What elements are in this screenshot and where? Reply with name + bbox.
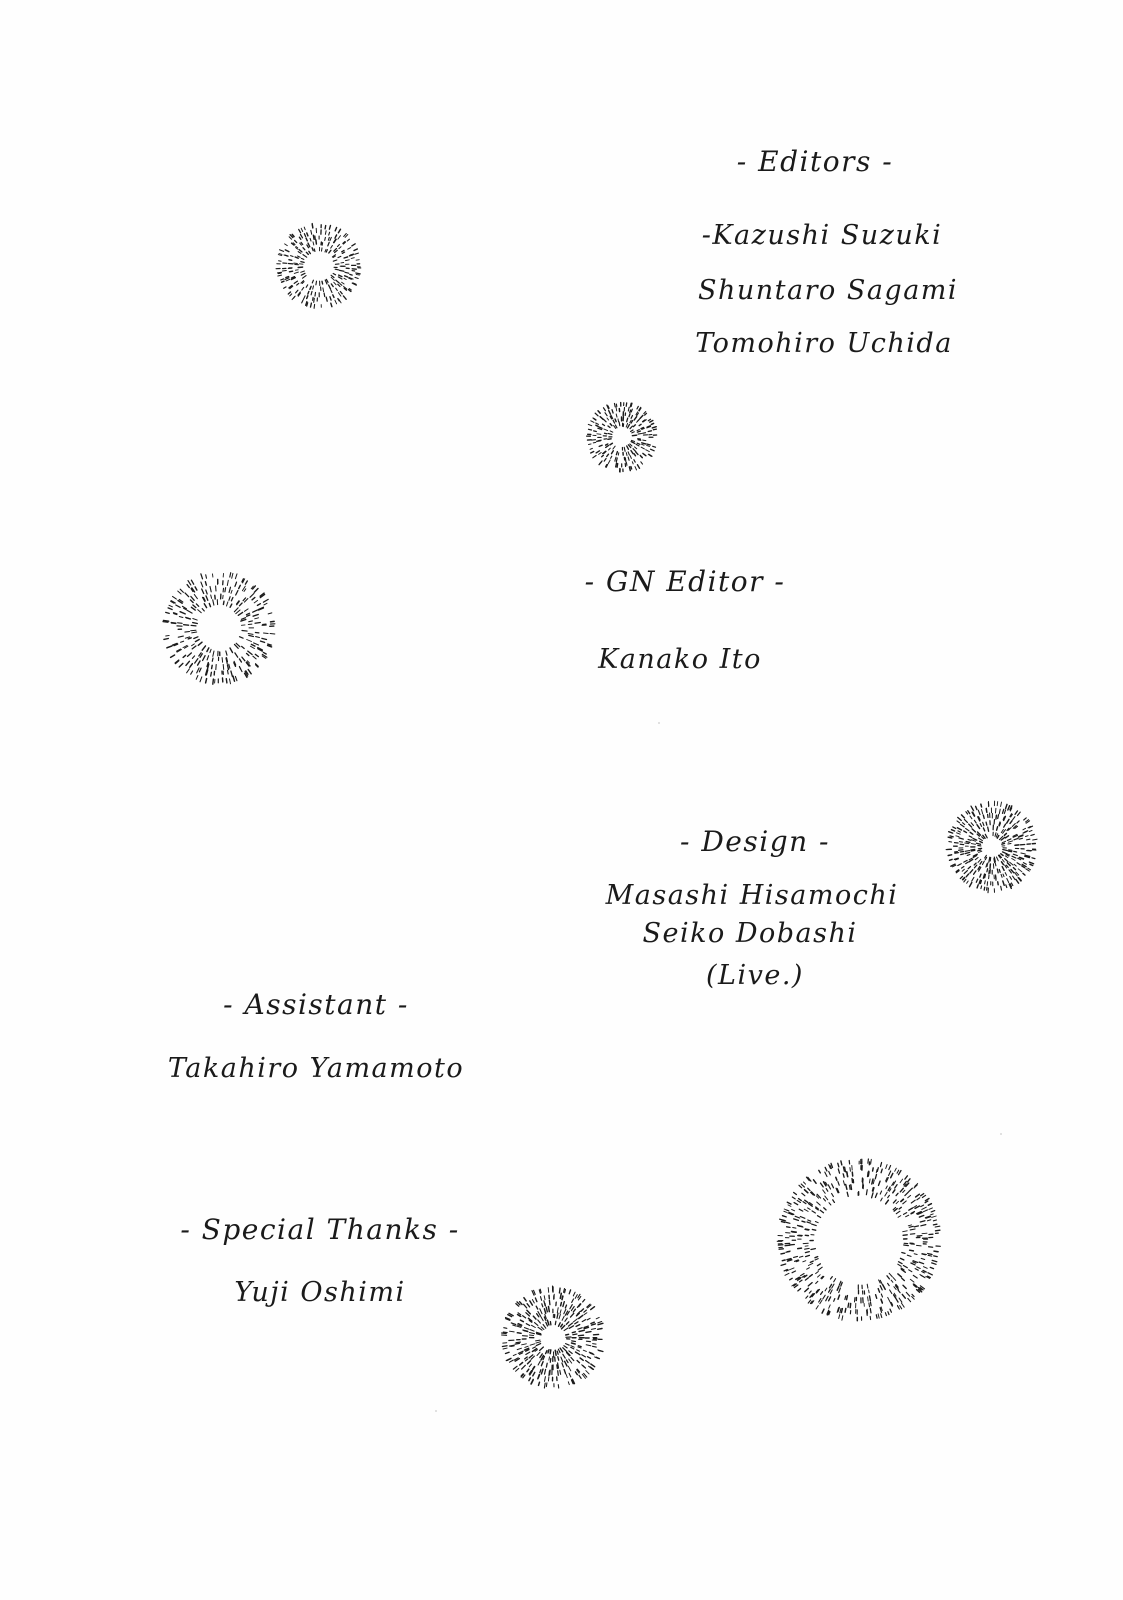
- burst-dash: [569, 1359, 572, 1363]
- burst-dash: [559, 1314, 560, 1318]
- burst-dash: [546, 1383, 547, 1387]
- burst-dash: [584, 1310, 587, 1312]
- burst-dash: [557, 1365, 558, 1369]
- burst-dash: [582, 1320, 586, 1322]
- burst-dash: [563, 1348, 567, 1352]
- burst-dash: [573, 1309, 575, 1312]
- burst-dash: [544, 1301, 545, 1306]
- burst-dash: [565, 1318, 567, 1321]
- burst-dash: [591, 1322, 594, 1323]
- burst-dash: [525, 1357, 528, 1359]
- burst-dash: [541, 1327, 544, 1330]
- burst-dash: [524, 1298, 526, 1301]
- burst-dash: [581, 1309, 584, 1311]
- assistant-heading: - Assistant -: [223, 988, 409, 1021]
- burst-dash: [572, 1332, 575, 1333]
- burst-dash: [541, 1362, 543, 1366]
- burst-dash: [536, 1340, 541, 1341]
- burst-dash: [535, 1323, 538, 1326]
- burst-dash: [533, 1316, 536, 1319]
- burst-dash: [586, 1361, 590, 1364]
- gn-editor-name: Kanako Ito: [598, 644, 762, 675]
- burst-dash: [562, 1316, 564, 1320]
- burst-dash: [526, 1324, 529, 1326]
- burst-dash: [598, 1322, 602, 1323]
- burst-dash: [555, 1350, 556, 1355]
- burst-dash: [544, 1296, 545, 1300]
- burst-dash: [547, 1320, 549, 1325]
- burst-dash: [562, 1296, 563, 1300]
- burst-dash: [537, 1352, 540, 1355]
- burst-dash: [526, 1352, 530, 1354]
- burst-dash: [569, 1323, 573, 1326]
- special-thanks-heading: - Special Thanks -: [180, 1213, 460, 1246]
- burst-dash: [516, 1342, 520, 1343]
- burst-dash: [536, 1342, 541, 1343]
- burst-dash: [533, 1347, 536, 1348]
- burst-dash: [593, 1344, 597, 1345]
- burst-dash: [598, 1329, 602, 1330]
- burst-dash: [578, 1328, 582, 1330]
- burst-dash: [527, 1369, 529, 1371]
- burst-dash: [549, 1307, 550, 1312]
- burst-dash: [577, 1350, 580, 1351]
- burst-dash: [536, 1344, 540, 1346]
- burst-dash: [598, 1323, 603, 1324]
- burst-dash: [525, 1346, 528, 1347]
- burst-dash: [591, 1307, 595, 1310]
- burst-dash: [520, 1320, 523, 1322]
- burst-dash: [525, 1359, 527, 1361]
- burst-dash: [530, 1333, 535, 1334]
- burst-dash: [530, 1344, 535, 1345]
- burst-dash: [575, 1322, 578, 1324]
- burst-dash: [578, 1346, 581, 1347]
- burst-dash: [566, 1360, 568, 1363]
- burst-dash: [538, 1361, 540, 1365]
- burst-dash: [568, 1366, 571, 1371]
- burst-dash: [503, 1348, 507, 1349]
- burst-dash: [548, 1350, 549, 1353]
- burst-dash: [564, 1328, 568, 1331]
- burst-dash: [563, 1302, 564, 1307]
- burst-dash: [541, 1369, 543, 1374]
- editor-name: Shuntaro Sagami: [697, 275, 959, 306]
- burst-dash: [582, 1355, 586, 1357]
- burst-dash: [593, 1346, 597, 1347]
- burst-dash: [522, 1344, 527, 1345]
- burst-dash: [524, 1304, 527, 1308]
- burst-dash: [550, 1350, 551, 1354]
- gn-editor-heading: - GN Editor -: [584, 565, 786, 598]
- burst-dash: [572, 1299, 574, 1302]
- burst-dash: [540, 1347, 544, 1351]
- burst-dash: [586, 1345, 591, 1346]
- burst-dash: [579, 1315, 583, 1318]
- burst-dash: [564, 1370, 566, 1374]
- burst-dash: [502, 1346, 507, 1347]
- burst-dash: [577, 1313, 580, 1316]
- burst-dash: [550, 1359, 551, 1363]
- burst-dash: [542, 1304, 543, 1307]
- burst-dash: [558, 1357, 559, 1361]
- burst-dash: [571, 1313, 574, 1317]
- burst-dash: [543, 1325, 546, 1329]
- burst-dash: [571, 1346, 574, 1348]
- burst-dash: [565, 1305, 566, 1308]
- burst-dash: [588, 1357, 591, 1359]
- burst-dash: [573, 1334, 577, 1335]
- burst-dash: [546, 1322, 548, 1326]
- burst-dash: [569, 1326, 573, 1329]
- burst-dash: [560, 1293, 561, 1298]
- burst-dash: [513, 1366, 517, 1369]
- assistant-name: Takahiro Yamamoto: [167, 1053, 465, 1084]
- burst-dash: [571, 1357, 574, 1360]
- burst-dash: [520, 1363, 523, 1365]
- burst-dash: [572, 1341, 576, 1342]
- burst-dash: [573, 1319, 577, 1322]
- burst-dash: [571, 1347, 574, 1349]
- burst-dash: [587, 1318, 590, 1320]
- burst-dash: [535, 1298, 537, 1302]
- burst-dash: [546, 1307, 547, 1312]
- burst-dash: [566, 1344, 570, 1346]
- burst-dash: [573, 1292, 575, 1296]
- burst-dash: [540, 1309, 542, 1314]
- burst-dash: [510, 1331, 515, 1332]
- design-name: (Live.): [706, 960, 804, 991]
- burst-dash: [522, 1365, 526, 1369]
- burst-dash: [529, 1378, 531, 1381]
- burst-dash: [541, 1297, 542, 1301]
- burst-dash: [561, 1357, 563, 1362]
- special-thanks-name: Yuji Oshimi: [234, 1277, 406, 1308]
- burst-dash: [516, 1368, 519, 1371]
- burst-dash: [557, 1313, 558, 1318]
- burst-dash: [579, 1330, 584, 1331]
- burst-dash: [531, 1379, 533, 1384]
- burst-dash: [562, 1363, 564, 1367]
- editors-heading: - Editors -: [736, 145, 894, 178]
- burst-dash: [513, 1354, 516, 1355]
- burst-dash: [566, 1334, 569, 1335]
- burst-dash: [537, 1314, 539, 1317]
- burst-dash: [510, 1360, 514, 1362]
- burst-dash: [576, 1372, 578, 1375]
- burst-dash: [527, 1304, 530, 1307]
- burst-dash: [529, 1364, 531, 1367]
- burst-dash: [586, 1371, 589, 1374]
- burst-dash: [575, 1295, 577, 1299]
- burst-dash: [557, 1351, 558, 1354]
- burst-dash: [570, 1305, 572, 1309]
- burst-dash: [523, 1316, 526, 1318]
- burst-dash: [533, 1372, 535, 1376]
- burst-dash: [584, 1313, 587, 1315]
- burst-dash: [576, 1325, 580, 1327]
- burst-dash: [539, 1382, 540, 1385]
- burst-dash: [580, 1358, 583, 1360]
- burst-dash: [583, 1350, 586, 1351]
- burst-dash: [558, 1371, 559, 1376]
- burst-dash: [506, 1352, 510, 1353]
- paper-speck: [658, 722, 660, 724]
- burst-dash: [532, 1300, 534, 1304]
- burst-dash: [548, 1288, 549, 1293]
- burst-dash: [513, 1325, 516, 1326]
- burst-dash: [504, 1328, 507, 1329]
- burst-dash: [518, 1333, 522, 1334]
- burst-dash: [569, 1351, 572, 1354]
- burst-dash: [511, 1323, 515, 1325]
- design-name: Seiko Dobashi: [642, 918, 858, 949]
- burst-dash: [544, 1383, 545, 1388]
- burst-dash: [564, 1309, 566, 1314]
- burst-dash: [568, 1382, 569, 1385]
- burst-dash: [579, 1335, 584, 1336]
- burst-dash: [591, 1329, 595, 1330]
- burst-dash: [532, 1325, 536, 1327]
- burst-dash: [559, 1323, 561, 1327]
- burst-dash: [566, 1375, 567, 1378]
- burst-dash: [538, 1320, 541, 1323]
- paper-speck: [1000, 1133, 1002, 1135]
- burst-dash: [545, 1369, 546, 1374]
- burst-dash: [564, 1346, 567, 1348]
- burst-dash: [530, 1301, 533, 1305]
- burst-dash: [586, 1332, 591, 1333]
- burst-dash: [544, 1309, 545, 1314]
- burst-dash: [515, 1343, 519, 1344]
- burst-dash: [549, 1300, 550, 1305]
- burst-dash: [555, 1321, 556, 1324]
- burst-dash: [546, 1351, 547, 1354]
- burst-dash: [559, 1288, 560, 1293]
- burst-dash: [596, 1317, 599, 1318]
- burst-dash: [591, 1364, 595, 1367]
- burst-dash: [569, 1290, 570, 1294]
- burst-dash: [557, 1308, 558, 1313]
- burst-dash: [571, 1307, 574, 1311]
- burst-dash: [560, 1310, 561, 1314]
- burst-dash: [560, 1348, 563, 1352]
- design-name: Masashi Hisamochi: [605, 880, 899, 911]
- paper-speck: [435, 1410, 437, 1412]
- burst-dash: [579, 1375, 581, 1378]
- burst-dash: [572, 1343, 576, 1344]
- burst-dash: [538, 1375, 540, 1379]
- burst-dash: [592, 1324, 596, 1325]
- design-heading: - Design -: [679, 825, 831, 858]
- burst-dash: [561, 1303, 562, 1306]
- burst-dash: [550, 1322, 551, 1325]
- burst-dash: [528, 1361, 531, 1364]
- burst-dash: [563, 1354, 565, 1358]
- burst-dash: [558, 1349, 560, 1352]
- burst-dash: [541, 1317, 543, 1321]
- burst-dash: [536, 1306, 538, 1309]
- burst-dash: [576, 1352, 580, 1355]
- burst-dash: [548, 1377, 549, 1381]
- burst-dash: [579, 1304, 581, 1307]
- burst-dash: [545, 1377, 546, 1382]
- editor-name: Tomohiro Uchida: [695, 328, 953, 359]
- burst-dash: [560, 1370, 561, 1374]
- burst-dash: [577, 1361, 579, 1363]
- burst-dash: [569, 1373, 571, 1377]
- burst-dash: [525, 1328, 529, 1330]
- burst-dash: [546, 1363, 547, 1367]
- burst-dash: [566, 1322, 568, 1325]
- burst-dash: [511, 1346, 514, 1347]
- burst-dash: [517, 1348, 521, 1349]
- burst-dash: [529, 1335, 533, 1336]
- burst-dash: [561, 1324, 563, 1327]
- burst-dash: [540, 1370, 541, 1373]
- editor-name: -Kazushi Suzuki: [701, 220, 943, 251]
- burst-dash: [503, 1332, 507, 1333]
- burst-dash: [530, 1330, 534, 1332]
- burst-dash: [549, 1357, 550, 1360]
- burst-dash: [583, 1300, 585, 1302]
- burst-dash: [565, 1361, 567, 1366]
